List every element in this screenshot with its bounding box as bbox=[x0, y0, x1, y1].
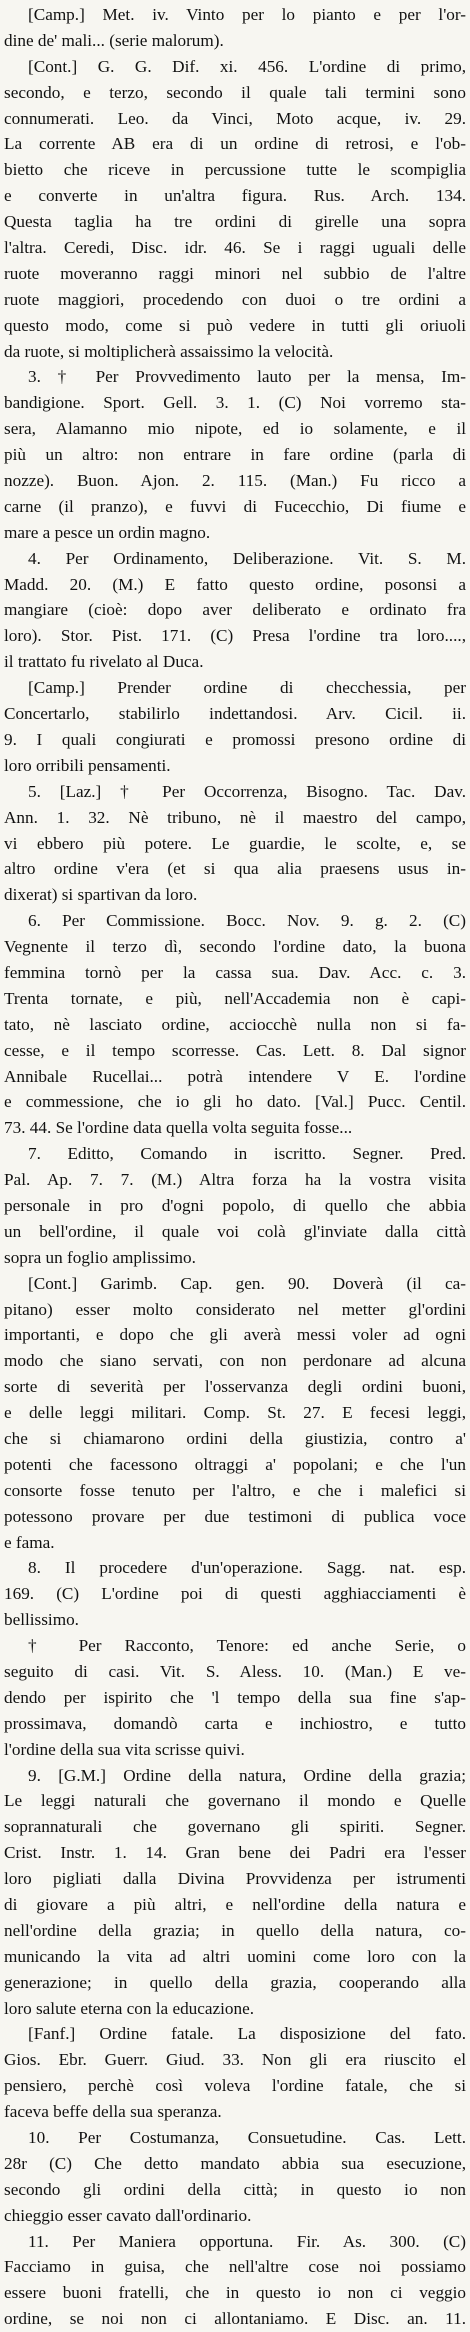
text-line: [Camp.] Met. iv. Vinto per lo pianto e per l'or- bbox=[28, 5, 466, 24]
text-line: nell'ordine della grazia; in quello della natura, co- bbox=[4, 1920, 466, 1940]
text-line: loro salute eterna con la educazione. bbox=[4, 1998, 255, 2018]
text-line: [Camp.] Prender ordine di checchessia, per bbox=[28, 678, 466, 698]
text-line: mare a pesce un ordin magno. bbox=[4, 522, 211, 542]
text-line: 3. † Per Provvedimento lauto per la mensa, Im- bbox=[28, 367, 466, 387]
text-line: 4. Per Ordinamento, Deliberazione. Vit. S. M. bbox=[28, 548, 466, 568]
text-line: il trattato fu rivelato al Duca. bbox=[4, 652, 204, 672]
text-line: sorte di severità per l'osservanza degli ordini buoni, bbox=[4, 1377, 466, 1397]
text-line: l'altra. Ceredi, Disc. idr. 46. Se i raggi uguali delle bbox=[4, 238, 466, 258]
text-line: un bell'ordine, il quale voi colà gl'inviate dalla città bbox=[4, 1221, 466, 1241]
text-line: municando la vita ad altri uomini come loro con la bbox=[4, 1946, 466, 1966]
text-line: ruote maggiori, procedendo con duoi o tre ordini a bbox=[4, 289, 466, 309]
text-line: essere buoni fratelli, che in questo io non ci veggio bbox=[4, 2283, 466, 2303]
text-line: Concertarlo, stabilirlo indettandosi. Arv. Cicil. ii. bbox=[4, 704, 466, 724]
text-line: generazione; in quello della grazia, cooperando alla bbox=[4, 1972, 466, 1992]
text-line: Le leggi naturali che governano il mondo e Quelle bbox=[4, 1791, 466, 1811]
text-line: [Cont.] Garimb. Cap. gen. 90. Doverà (il ca- bbox=[28, 1273, 466, 1293]
text-line: loro). Stor. Pist. 171. (C) Presa l'ordine tra loro...., bbox=[4, 626, 466, 646]
text-line: connumerati. Leo. da Vinci, Moto acque, iv. 29. bbox=[4, 108, 466, 128]
text-line: La corrente AB era di un ordine di retrosi, e l'ob- bbox=[4, 134, 466, 154]
text-line: l'ordine della sua vita scrisse quivi. bbox=[4, 1739, 245, 1759]
text-line: e converte in un'altra figura. Rus. Arch. 134. bbox=[4, 186, 466, 206]
text-line: da ruote, si moltiplicherà assaissimo la velocità. bbox=[4, 341, 334, 361]
text-line: importanti, e dopo che gli averà messi voler ad ogni bbox=[4, 1325, 466, 1345]
text-line: 5. [Laz.] † Per Occorrenza, Bisogno. Tac. Dav. bbox=[28, 781, 466, 801]
text-line: dixerat) si spartivan da loro. bbox=[4, 885, 198, 905]
text-line: questo modo, come si può vedere in tutti gli oriuoli bbox=[4, 315, 466, 335]
text-line: 9. [G.M.] Ordine della natura, Ordine della grazia; bbox=[28, 1765, 466, 1785]
text-line: potenti che facessono oltraggi a' popolani; e che l'un bbox=[4, 1454, 466, 1474]
text-line: potessono provare per due testimoni di publica voce bbox=[4, 1506, 466, 1526]
text-line: dendo per ispirito che 'l tempo della sua fine s'ap- bbox=[4, 1687, 466, 1707]
text-line: modo che siano servati, con non perdonare ad alcuna bbox=[4, 1351, 466, 1371]
text-line: soprannaturali che governano gli spiriti. Segner. bbox=[4, 1817, 466, 1837]
text-line: Facciamo in guisa, che nell'altre cose noi possiamo bbox=[4, 2257, 466, 2277]
text-line: 73. 44. Se l'ordine data quella volta seguita fosse... bbox=[4, 1118, 353, 1138]
text-line: bellissimo. bbox=[4, 1610, 79, 1630]
text-line: faceva beffe della sua speranza. bbox=[4, 2102, 222, 2122]
text-line: † Per Racconto, Tenore: ed anche Serie, o bbox=[28, 1636, 466, 1656]
text-line: mangiare (cioè: dopo aver deliberato e ordinato fra bbox=[4, 600, 466, 620]
text-line: nozze). Buon. Ajon. 2. 115. (Man.) Fu ricco a bbox=[4, 471, 466, 491]
text-line: prossimava, domandò carta e inchiostro, e tutto bbox=[4, 1713, 466, 1733]
text-line: 9. I quali congiurati e promossi presono ordine di bbox=[4, 729, 466, 749]
text-line: 6. Per Commissione. Bocc. Nov. 9. g. 2. (C) bbox=[28, 911, 466, 931]
text-line: loro pigliati dalla Divina Provvidenza per istrumenti bbox=[4, 1869, 466, 1889]
text-line: che si chiamarono ordini della giustizia, contro a' bbox=[4, 1428, 466, 1448]
text-line: Pal. Ap. 7. 7. (M.) Altra forza ha la vostra visita bbox=[4, 1170, 466, 1190]
text-line: bandigione. Sport. Gell. 3. 1. (C) Noi vorremo sta- bbox=[4, 393, 466, 413]
text-line: cesse, e il tempo scorresse. Cas. Lett. 8. Dal signor bbox=[4, 1040, 466, 1060]
text-line: e delle leggi militari. Comp. St. 27. E fecesi leggi, bbox=[4, 1403, 466, 1423]
text-line: di giovare a più altri, e nell'ordine della natura e bbox=[4, 1895, 466, 1915]
text-line: Questa taglia ha tre ordini di girelle una sopra bbox=[4, 212, 466, 232]
text-line: Crist. Instr. 1. 14. Gran bene dei Padri era l'esser bbox=[4, 1843, 466, 1863]
text-line: altro ordine v'era (et si qua alia praesens usus in- bbox=[4, 859, 466, 879]
text-line: ordine, se noi non ci allontaniamo. E Disc. an. 11. bbox=[4, 2309, 466, 2329]
text-line: secondo, e terzo, secondo il quale tali termini sono bbox=[4, 82, 466, 102]
text-line: pensiero, perchè così voleva l'ordine fatale, che si bbox=[4, 2076, 466, 2096]
text-line: 169. (C) L'ordine poi di questi agghiacciamenti è bbox=[4, 1584, 466, 1604]
text-line: ruote moveranno raggi minori nel subbio de l'altre bbox=[4, 263, 466, 283]
text-line: e fama. bbox=[4, 1532, 55, 1552]
text-line: Madd. 20. (M.) E fatto questo ordine, posonsi a bbox=[4, 574, 466, 594]
text-line: chieggio esser cavato dall'ordinario. bbox=[4, 2205, 252, 2225]
text-line: Gios. Ebr. Guerr. Giud. 33. Non gli era riuscito el bbox=[4, 2050, 466, 2070]
text-line: Annibale Rucellai... potrà intendere V E. l'ordine bbox=[4, 1066, 466, 1086]
text-line: Ann. 1. 32. Nè tribuno, nè il maestro del campo, bbox=[4, 807, 466, 827]
text-line: femmina tornò per la cassa sua. Dav. Acc. c. 3. bbox=[4, 962, 466, 982]
text-line: loro orribili pensamenti. bbox=[4, 755, 171, 775]
text-line: e commessione, che io gli ho dato. [Val.] Pucc. Centil. bbox=[4, 1092, 466, 1112]
text-line: 8. Il procedere d'un'operazione. Sagg. nat. esp. bbox=[28, 1558, 466, 1578]
text-line: personale in pro d'ogni popolo, di quello che abbia bbox=[4, 1195, 466, 1215]
text-line: Trenta tornate, e più, nell'Accademia non è capi- bbox=[4, 988, 466, 1008]
text-line: carne (il pranzo), e fuvvi di Fucecchio, Di fiume e bbox=[4, 496, 466, 516]
text-line: vi ebbero più potere. Le guardie, le scolte, e, se bbox=[4, 833, 466, 853]
text-line: 28r (C) Che detto mandato abbia sua esecuzione, bbox=[4, 2153, 466, 2173]
text-line: più un altro: non entrare in fare ordine (parla di bbox=[4, 445, 466, 465]
text-line: sopra un foglio amplissimo. bbox=[4, 1247, 196, 1267]
text-line: Vegnente il terzo dì, secondo l'ordine dato, la buona bbox=[4, 937, 466, 957]
text-line: 10. Per Costumanza, Consuetudine. Cas. Lett. bbox=[28, 2128, 466, 2148]
text-line: sera, Alamanno mio nipote, ed io solamente, e il bbox=[4, 419, 466, 439]
dictionary-column bbox=[4, 2, 466, 2329]
text-line: [Cont.] G. G. Dif. xi. 456. L'ordine di primo, bbox=[28, 56, 466, 76]
text-line: dine de' mali... (serie malorum). bbox=[4, 30, 224, 50]
text-line: pitano) esser molto considerato nel metter gl'ordini bbox=[4, 1299, 466, 1319]
text-line: tato, nè lasciato ordine, acciocchè nulla non si fa- bbox=[4, 1014, 466, 1034]
text-line: seguito di casi. Vit. S. Aless. 10. (Man.) E ve- bbox=[4, 1662, 466, 1681]
text-line: bietto che riceve in percussione tutte le scompiglia bbox=[4, 160, 466, 180]
text-line: 7. Editto, Comando in iscritto. Segner. Pred. bbox=[28, 1144, 466, 1164]
text-line: [Fanf.] Ordine fatale. La disposizione del fato. bbox=[28, 2024, 466, 2044]
text-line: 11. Per Maniera opportuna. Fir. As. 300. (C) bbox=[28, 2231, 466, 2251]
text-line: secondo gli ordini della città; in questo io non bbox=[4, 2179, 466, 2199]
text-line: consorte fosse tenuto per l'altro, e che i malefici si bbox=[4, 1480, 466, 1500]
